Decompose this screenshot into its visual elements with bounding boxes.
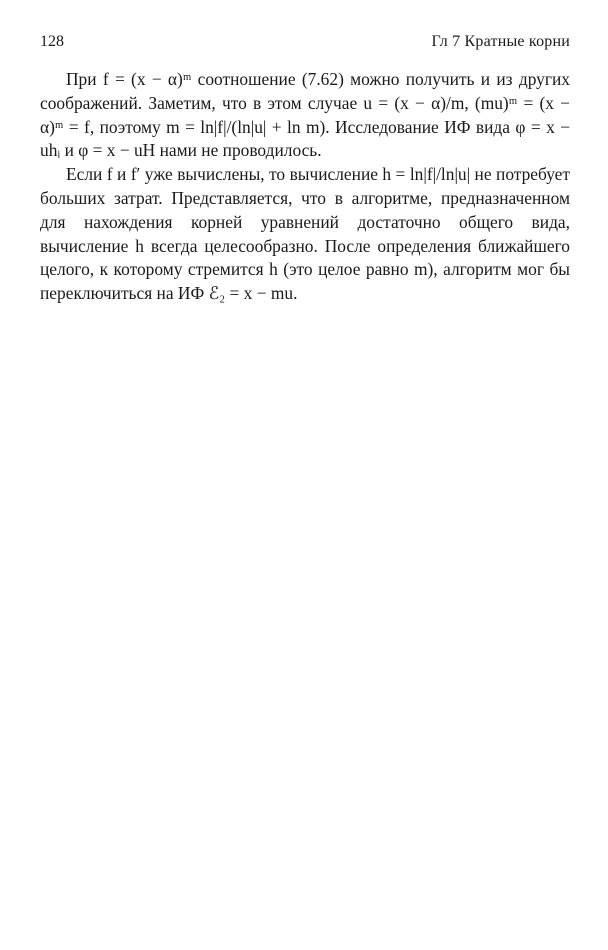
paragraph-1: При f = (x − α)ᵐ соотношение (7.62) можно получить и из других соображений. Заметим, что в этом случае u = (x − α)/m, (mu)ᵐ = (x − α)ᵐ = f, поэтому m = ln|f|/(ln|u| + ln m). Исследование ИФ вида φ = x − uhᵢ и φ = x − uH нами не проводилось. — [40, 69, 570, 161]
page-header — [40, 33, 570, 55]
running-head: Гл 7 Кратные корни — [431, 33, 570, 50]
paragraph-2: Если f и f′ уже вычислены, то вычисление h = ln|f|/ln|u| не потребует больших затрат. Представляется, что в алгоритме, предназначенном для нахождения корней уравнений достаточно общего вида, вычисление h всегда целесообразно. После определения ближайшего целого, к которому стремится h (это целое равно m), алгоритм мог бы переключиться на ИФ ℰ₂ = x − mu. — [40, 164, 570, 304]
body-text — [40, 68, 570, 306]
page-number: 128 — [40, 33, 64, 50]
